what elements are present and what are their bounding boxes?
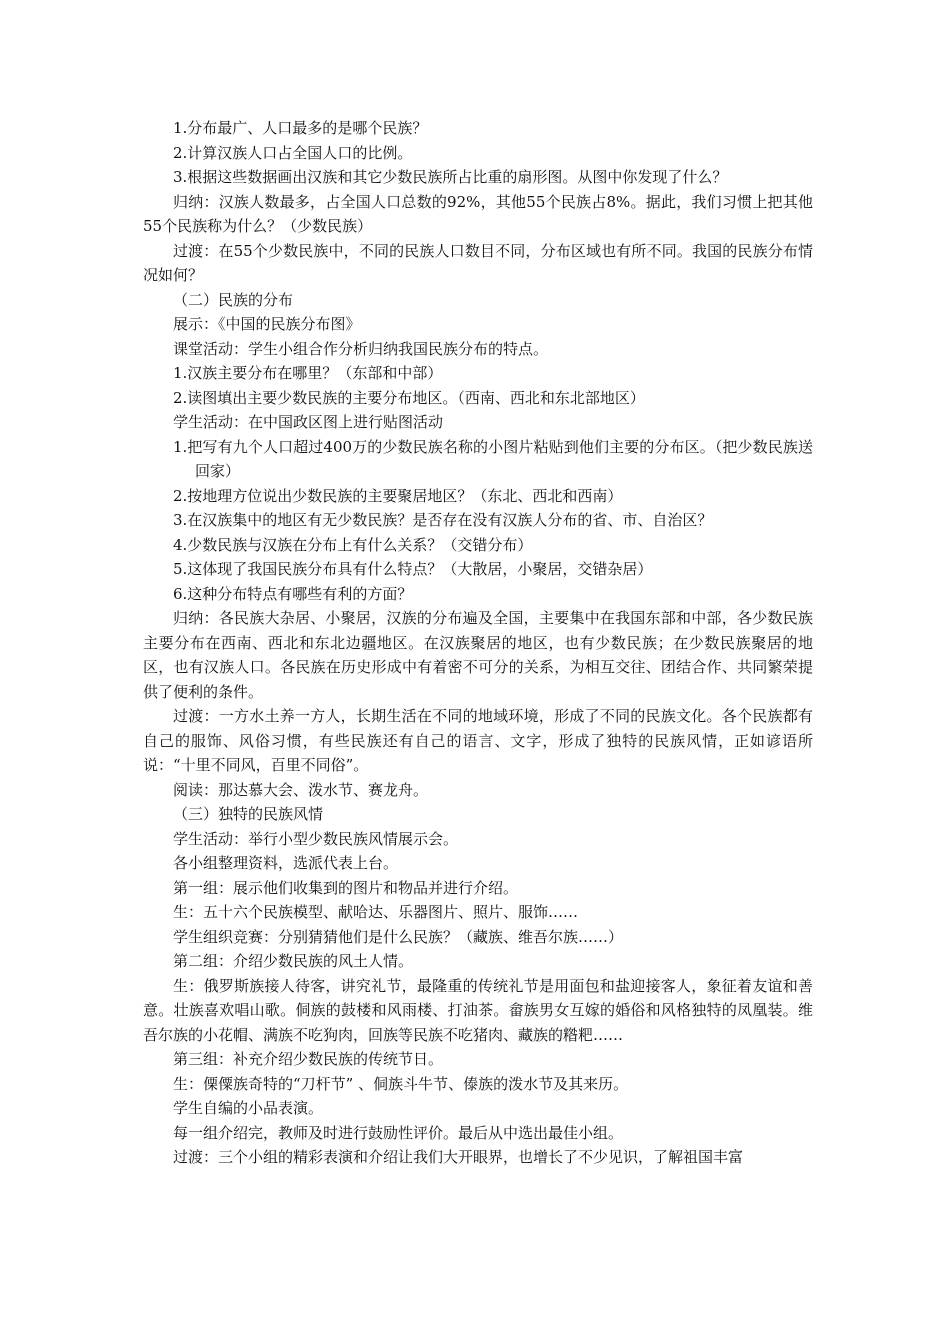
paragraph: 学生自编的小品表演。: [173, 1099, 324, 1117]
paragraph: 2.按地理方位说出少数民族的主要聚居地区？（东北、西北和西南）: [173, 486, 623, 505]
paragraph: 阅读：那达慕大会、泼水节、赛龙舟。: [173, 780, 429, 799]
paragraph: 1.分布最广、人口最多的是哪个民族？: [173, 119, 428, 137]
paragraph: 1.把写有九个人口超过400万的少数民族名称的小图片粘贴到他们主要的分布区。（把少数民族送回家）: [173, 437, 813, 480]
paragraph: 归纳：各民族大杂居、小聚居，汉族的分布遍及全国，主要集中在我国东部和中部，各少数民族主要分布在西南、西北和东北边疆地区。在汉族聚居的地区，也有少数民族；在少数民族聚居的地区，也有汉族人口。各民族在历史形成中有着密不可分的关系，为相互交往、团结合作、共同繁荣提供了便利的条件。: [143, 609, 813, 701]
paragraph: 过渡：一方水土养一方人，长期生活在不同的地域环境，形成了不同的民族文化。各个民族都有自己的服饰、风俗习惯，有些民族还有自己的语言、文字，形成了独特的民族风情，正如谚语所说：“十里不同风，百里不同俗”。: [143, 707, 813, 774]
document-body: [143, 116, 813, 1170]
paragraph: 学生活动：在中国政区图上进行贴图活动: [173, 413, 444, 431]
paragraph: 展示：《中国的民族分布图》: [173, 315, 361, 333]
paragraph: 4.少数民族与汉族在分布上有什么关系？（交错分布）: [173, 535, 533, 554]
paragraph: 第三组：补充介绍少数民族的传统节日。: [173, 1050, 444, 1068]
paragraph: 3.根据这些数据画出汉族和其它少数民族所占比重的扇形图。从图中你发现了什么？: [173, 168, 728, 186]
paragraph: （三）独特的民族风情: [173, 805, 324, 823]
paragraph: 学生组织竞赛：分别猜猜他们是什么民族？（藏族、维吾尔族……）: [173, 927, 624, 946]
paragraph: 6.这种分布特点有哪些有利的方面？: [173, 584, 413, 603]
paragraph: 学生活动：举行小型少数民族风情展示会。: [173, 829, 459, 848]
paragraph: 1.汉族主要分布在哪里？（东部和中部）: [173, 364, 443, 382]
paragraph: 生：俄罗斯族接人待客，讲究礼节，最隆重的传统礼节是用面包和盐迎接客人，象征着友谊和善意。壮族喜欢唱山歌。侗族的鼓楼和风雨楼、打油茶。畲族男女互嫁的婚俗和风格独特的凤凰装。维吾尔族的小花帽、满族不吃狗肉，回族等民族不吃猪肉、藏族的糌粑……: [143, 976, 813, 1044]
paragraph: 各小组整理资料，选派代表上台。: [173, 854, 399, 872]
paragraph: 第一组：展示他们收集到的图片和物品并进行介绍。: [173, 878, 519, 897]
paragraph: 生：傈僳族奇特的“刀杆节” 、侗族斗牛节、傣族的泼水节及其来历。: [173, 1074, 629, 1093]
paragraph: 归纳：汉族人数最多，占全国人口总数的92%，其他55个民族占8%。据此，我们习惯上把其他55个民族称为什么？（少数民族）: [143, 192, 813, 235]
paragraph: 过渡：三个小组的精彩表演和介绍让我们大开眼界，也增长了不少见识，了解祖国丰富: [173, 1148, 744, 1166]
paragraph: （二）民族的分布: [173, 290, 294, 309]
paragraph: 每一组介绍完，教师及时进行鼓励性评价。最后从中选出最佳小组。: [173, 1123, 624, 1142]
paragraph: 5.这体现了我国民族分布具有什么特点？（大散居，小聚居，交错杂居）: [173, 560, 653, 578]
paragraph: 过渡：在55个少数民族中，不同的民族人口数目不同，分布区域也有所不同。我国的民族分布情况如何？: [143, 241, 813, 284]
paragraph: 生：五十六个民族模型、献哈达、乐器图片、照片、服饰……: [173, 903, 579, 921]
paragraph: 3.在汉族集中的地区有无少数民族？是否存在没有汉族人分布的省、市、自治区？: [173, 511, 713, 529]
paragraph: 第二组：介绍少数民族的风土人情。: [173, 952, 414, 970]
paragraph: 2.读图填出主要少数民族的主要分布地区。（西南、西北和东北部地区）: [173, 388, 645, 407]
paragraph: 2.计算汉族人口占全国人口的比例。: [173, 143, 413, 162]
paragraph: 课堂活动：学生小组合作分析归纳我国民族分布的特点。: [173, 339, 549, 358]
